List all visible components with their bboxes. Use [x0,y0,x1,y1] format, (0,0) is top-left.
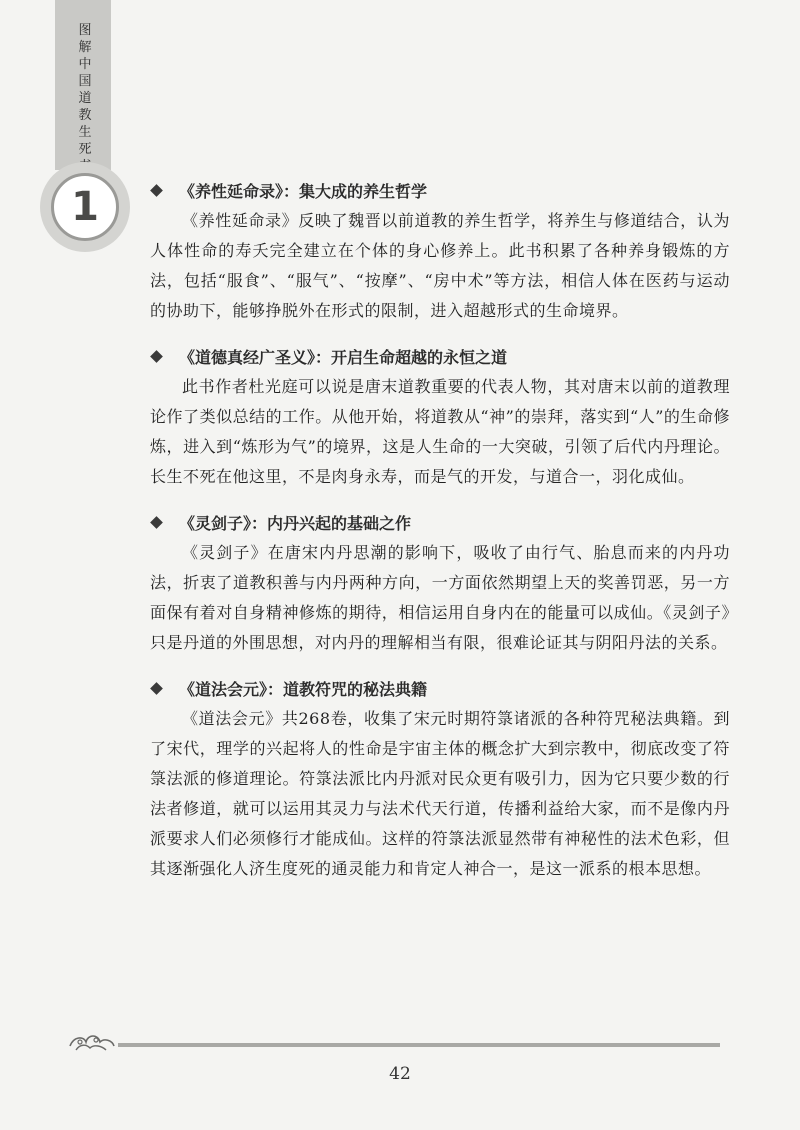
section-body: 《灵剑子》在唐宋内丹思潮的影响下，吸收了由行气、胎息而来的内丹功法，折衷了道教积善与内丹两种方向，一方面依然期望上天的奖善罚恶，另一方面保有着对自身精神修炼的期待，相信运用自身内在的能量可以成仙。《灵剑子》只是丹道的外围思想，对内丹的理解相当有限，很难论证其与阴阳丹法的关系。 [150,543,730,652]
section [150,674,730,884]
section [150,342,730,492]
section [150,176,730,326]
section-heading [150,508,730,536]
diamond-bullet-icon [150,682,163,695]
section-body: 《道法会元》共268卷，收集了宋元时期符箓诸派的各种符咒秘法典籍。到了宋代，理学的兴起将人的性命是宇宙主体的概念扩大到宗教中，彻底改变了符箓法派的修道理论。符箓法派比内丹派对民众更有吸引力，因为它只要少数的行法者修道，就可以运用其灵力与法术代天行道，传播利益给大家，而不是像内丹派要求人们必须修行才能成仙。这样的符箓法派显然带有神秘性的法术色彩，但其逐渐强化人济生度死的通灵能力和肯定人神合一，是这一派系的根本思想。 [150,709,730,878]
page-number: 42 [389,1064,411,1084]
chapter-badge [40,162,130,252]
section-heading [150,176,730,204]
book-title: 图解中国道教生死 [78,23,92,157]
cloud-ornament-icon [66,1028,118,1056]
main-content [150,176,730,900]
section-heading-text: 《灵剑子》：内丹兴起的基础之作 [179,513,412,533]
section-heading [150,674,730,702]
section-heading-text: 《道法会元》：道教符咒的秘法典籍 [179,679,428,699]
diamond-bullet-icon [150,516,163,529]
section-heading [150,342,730,370]
section-heading-text: 《养性延命录》：集大成的养生哲学 [179,181,428,201]
footer-rule [118,1043,720,1047]
chapter-number: 1 [51,173,119,241]
section-body: 《养性延命录》反映了魏晋以前道教的养生哲学，将养生与修道结合，认为人体性命的寿夭完全建立在个体的身心修养上。此书积累了各种养身锻炼的方法，包括“服食”、“服气”、“按摩”、“房中术”等方法，相信人体在医药与运动的协助下，能够挣脱外在形式的限制，进入超越形式的生命境界。 [150,211,730,320]
section [150,508,730,658]
diamond-bullet-icon [150,350,163,363]
section-heading-text: 《道德真经广圣义》：开启生命超越的永恒之道 [179,347,508,367]
diamond-bullet-icon [150,184,163,197]
section-body: 此书作者杜光庭可以说是唐末道教重要的代表人物，其对唐末以前的道教理论作了类似总结的工作。从他开始，将道教从“神”的崇拜，落实到“人”的生命修炼，进入到“炼形为气”的境界，这是人生命的一大突破，引领了后代内丹理论。长生不死在他这里，不是肉身永寿，而是气的开发，与道合一，羽化成仙。 [150,377,730,486]
